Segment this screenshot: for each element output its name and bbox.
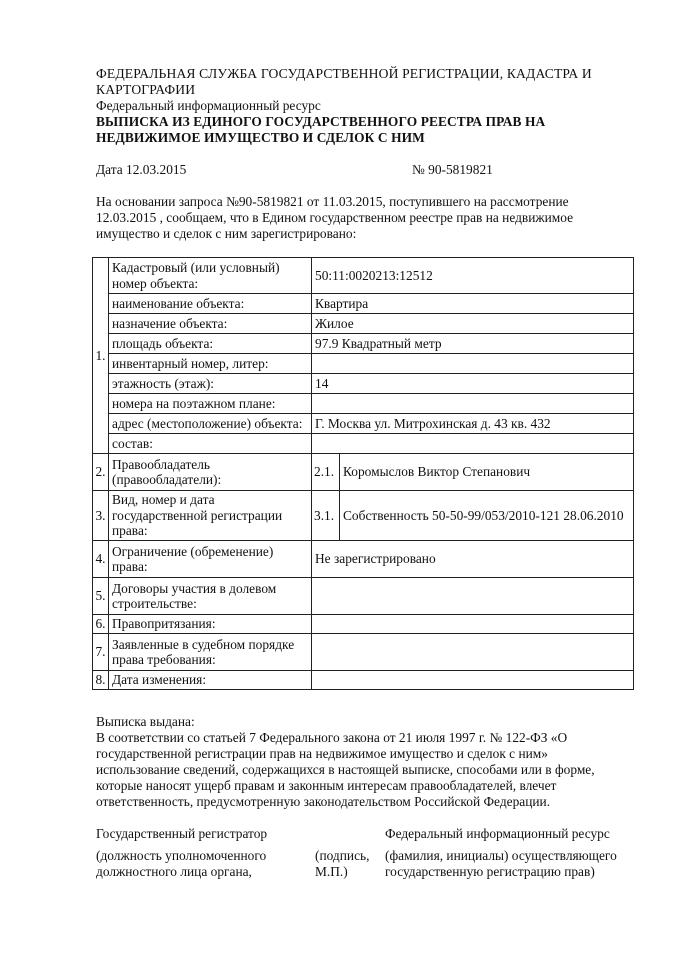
table-row (93, 578, 634, 615)
shared-construction-value (312, 578, 634, 615)
table-row (93, 334, 634, 354)
position-caption-line2: должностного лица органа, (96, 864, 252, 879)
row-label: Ограничение (обременение) права: (109, 541, 312, 578)
resource-title: Федеральный информационный ресурс (385, 826, 610, 841)
section-number: 7. (93, 634, 109, 671)
change-date-value (312, 671, 634, 690)
intro-line1: На основании запроса №90-5819821 от 11.03.2015, поступившего на рассмотрение (96, 194, 569, 209)
signature-caption-line1: (подпись, (315, 848, 370, 863)
agency-name-line1: ФЕДЕРАЛЬНАЯ СЛУЖБА ГОСУДАРСТВЕННОЙ РЕГИСТРАЦИИ, КАДАСТРА И (96, 66, 592, 81)
floor-value: 14 (312, 374, 634, 394)
section-number: 1. (93, 258, 109, 454)
intro-line2: 12.03.2015 , сообщаем, что в Едином государственном реестре прав на недвижимое (96, 210, 574, 225)
row-label: инвентарный номер, литер: (109, 354, 312, 374)
table-row (93, 294, 634, 314)
registry-table (92, 257, 634, 690)
floor-plan-number-value (312, 394, 634, 414)
owner-value: Коромыслов Виктор Степанович (340, 454, 634, 491)
name-caption-line1: (фамилия, инициалы) осуществляющего (385, 848, 617, 863)
name-caption-line2: государственную регистрацию прав) (385, 864, 595, 879)
table-row (93, 314, 634, 334)
legal-notice-line1: В соответствии со статьей 7 Федерального закона от 21 июля 1997 г. № 122-ФЗ «О (96, 730, 568, 745)
legal-notice-line2: государственной регистрации прав на недвижимое имущество и сделок с ним» (96, 746, 548, 761)
signature-caption-line2: М.П.) (315, 864, 348, 879)
court-claims-value (312, 634, 634, 671)
row-label: назначение объекта: (109, 314, 312, 334)
registrar-title: Государственный регистратор (96, 826, 268, 841)
row-label: Вид, номер и дата государственной регистрации права: (109, 491, 312, 541)
row-label: Договоры участия в долевом строительстве: (109, 578, 312, 615)
table-row (93, 671, 634, 690)
claims-value (312, 615, 634, 634)
extract-date: Дата 12.03.2015 (96, 162, 187, 177)
table-row (93, 541, 634, 578)
row-label: этажность (этаж): (109, 374, 312, 394)
inventory-number-value (312, 354, 634, 374)
table-row (93, 354, 634, 374)
object-name-value: Квартира (312, 294, 634, 314)
composition-value (312, 434, 634, 454)
table-row (93, 491, 634, 541)
address-value: Г. Москва ул. Митрохинская д. 43 кв. 432 (312, 414, 634, 434)
row-label: состав: (109, 434, 312, 454)
table-row (93, 258, 634, 294)
section-number: 2. (93, 454, 109, 491)
position-caption-line1: (должность уполномоченного (96, 848, 267, 863)
row-label: номера на поэтажном плане: (109, 394, 312, 414)
issued-heading: Выписка выдана: (96, 714, 195, 729)
section-number: 6. (93, 615, 109, 634)
row-label: Правопритязания: (109, 615, 312, 634)
right-registration-value: Собственность 50-50-99/053/2010-121 28.06.2010 (340, 491, 634, 541)
document-title-line2: НЕДВИЖИМОЕ ИМУЩЕСТВО И СДЕЛОК С НИМ (96, 130, 425, 145)
row-label: Кадастровый (или условный) номер объекта: (109, 258, 312, 294)
row-label: адрес (местоположение) объекта: (109, 414, 312, 434)
sub-number: 2.1. (312, 454, 340, 491)
extract-number: № 90-5819821 (412, 162, 493, 177)
table-row (93, 414, 634, 434)
section-number: 5. (93, 578, 109, 615)
table-row (93, 615, 634, 634)
section-number: 3. (93, 491, 109, 541)
object-purpose-value: Жилое (312, 314, 634, 334)
legal-notice-line5: ответственность, предусмотренную законодательством Российской Федерации. (96, 794, 551, 809)
section-number: 4. (93, 541, 109, 578)
row-label: Дата изменения: (109, 671, 312, 690)
sub-number: 3.1. (312, 491, 340, 541)
object-area-value: 97.9 Квадратный метр (312, 334, 634, 354)
intro-line3: имущество и сделок с ним зарегистрировано: (96, 226, 357, 241)
table-row (93, 454, 634, 491)
row-label: наименование объекта: (109, 294, 312, 314)
cadastral-number-value: 50:11:0020213:12512 (312, 258, 634, 294)
encumbrance-value: Не зарегистрировано (312, 541, 634, 578)
row-label: Правообладатель (правообладатели): (109, 454, 312, 491)
table-row (93, 394, 634, 414)
row-label: Заявленные в судебном порядке права требования: (109, 634, 312, 671)
legal-notice-line3: использование сведений, содержащихся в настоящей выписке, способами или в форме, (96, 762, 595, 777)
legal-notice-line4: которые наносят ущерб правам и законным интересам правообладателей, влечет (96, 778, 557, 793)
agency-name-line2: КАРТОГРАФИИ (96, 82, 196, 97)
table-row (93, 374, 634, 394)
row-label: площадь объекта: (109, 334, 312, 354)
table-row (93, 434, 634, 454)
document-title-line1: ВЫПИСКА ИЗ ЕДИНОГО ГОСУДАРСТВЕННОГО РЕЕСТРА ПРАВ НА (96, 114, 546, 129)
section-number: 8. (93, 671, 109, 690)
table-row (93, 634, 634, 671)
resource-label: Федеральный информационный ресурс (96, 98, 321, 113)
